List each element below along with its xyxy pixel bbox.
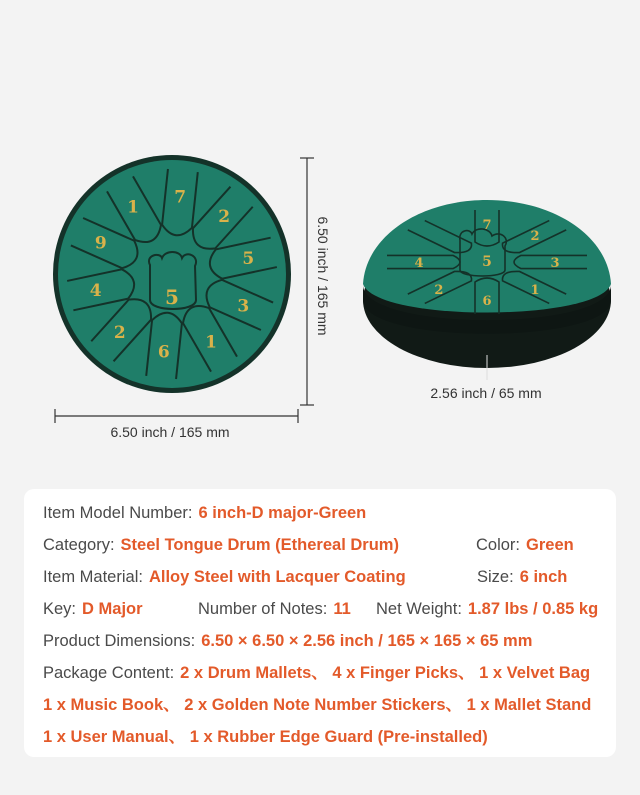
key-label: Key: <box>43 600 77 618</box>
side-note-number: 6 <box>482 294 492 309</box>
weight-value: 1.87 lbs / 0.85 kg <box>467 600 599 618</box>
center-note-number: 5 <box>165 285 179 309</box>
spec-row-dimensions <box>43 628 606 654</box>
height-label: 6.50 inch / 165 mm <box>315 216 331 336</box>
size-label: Size: <box>477 568 514 586</box>
side-note-number: 4 <box>414 256 424 271</box>
model-value: 6 inch-D major-Green <box>198 504 367 522</box>
side-note-number: 2 <box>434 282 444 298</box>
package-line-3: 1 x User Manual、 1 x Rubber Edge Guard (Pre-installed) <box>43 728 488 746</box>
package-line-2: 1 x Music Book、 2 x Golden Note Number Stickers、 1 x Mallet Stand <box>43 696 592 714</box>
side-note-number: 7 <box>482 218 492 233</box>
notes-count-value: 11 <box>333 600 351 618</box>
drum-side-view <box>363 200 611 401</box>
width-label: 6.50 inch / 165 mm <box>110 424 230 440</box>
package-line-1: 2 x Drum Mallets、 4 x Finger Picks、 1 x Velvet Bag <box>180 664 591 682</box>
size-value: 6 inch <box>519 568 568 586</box>
category-value: Steel Tongue Drum (Ethereal Drum) <box>120 536 399 554</box>
color-label: Color: <box>476 536 521 554</box>
height-dimension <box>300 158 331 405</box>
tongue-note-number: 1 <box>205 332 217 353</box>
spec-row-package-2 <box>43 692 606 718</box>
tongue-note-number: 4 <box>89 281 102 302</box>
side-note-number: 3 <box>550 256 560 271</box>
tongue-note-number: 5 <box>242 248 255 269</box>
color-value: Green <box>526 536 574 554</box>
key-value: D Major <box>82 600 143 618</box>
material-value: Alloy Steel with Lacquer Coating <box>148 568 406 586</box>
tongue-note-number: 6 <box>157 342 170 363</box>
spec-row-category <box>43 532 606 558</box>
spec-row-package <box>43 660 606 686</box>
drum-top-surface <box>58 160 286 388</box>
tongue-note-number: 9 <box>94 233 107 254</box>
model-label: Item Model Number: <box>43 504 193 522</box>
side-height-label: 2.56 inch / 65 mm <box>430 385 542 401</box>
side-note-number: 2 <box>530 229 540 245</box>
tongue-note-number: 3 <box>237 296 250 317</box>
spec-row-key <box>43 596 606 622</box>
spec-row-model <box>43 500 606 526</box>
spec-row-material <box>43 564 606 590</box>
tongue-note-number: 2 <box>113 322 126 343</box>
dimensions-value: 6.50 × 6.50 × 2.56 inch / 165 × 165 × 65 mm <box>201 632 533 650</box>
material-label: Item Material: <box>43 568 143 586</box>
category-label: Category: <box>43 536 115 554</box>
tongue-note-number: 2 <box>218 207 231 228</box>
side-center-note-number: 5 <box>482 254 492 270</box>
side-note-number: 1 <box>530 282 540 298</box>
weight-label: Net Weight: <box>376 600 462 618</box>
drum-top-view <box>53 155 291 393</box>
notes-count-label: Number of Notes: <box>198 600 328 618</box>
package-label: Package Content: <box>43 664 175 682</box>
spec-row-package-3 <box>43 724 606 750</box>
spec-card <box>24 489 616 757</box>
dimensions-label: Product Dimensions: <box>43 632 196 650</box>
tongue-note-number: 7 <box>174 187 187 208</box>
tongue-note-number: 1 <box>127 197 139 218</box>
width-dimension <box>55 409 298 440</box>
